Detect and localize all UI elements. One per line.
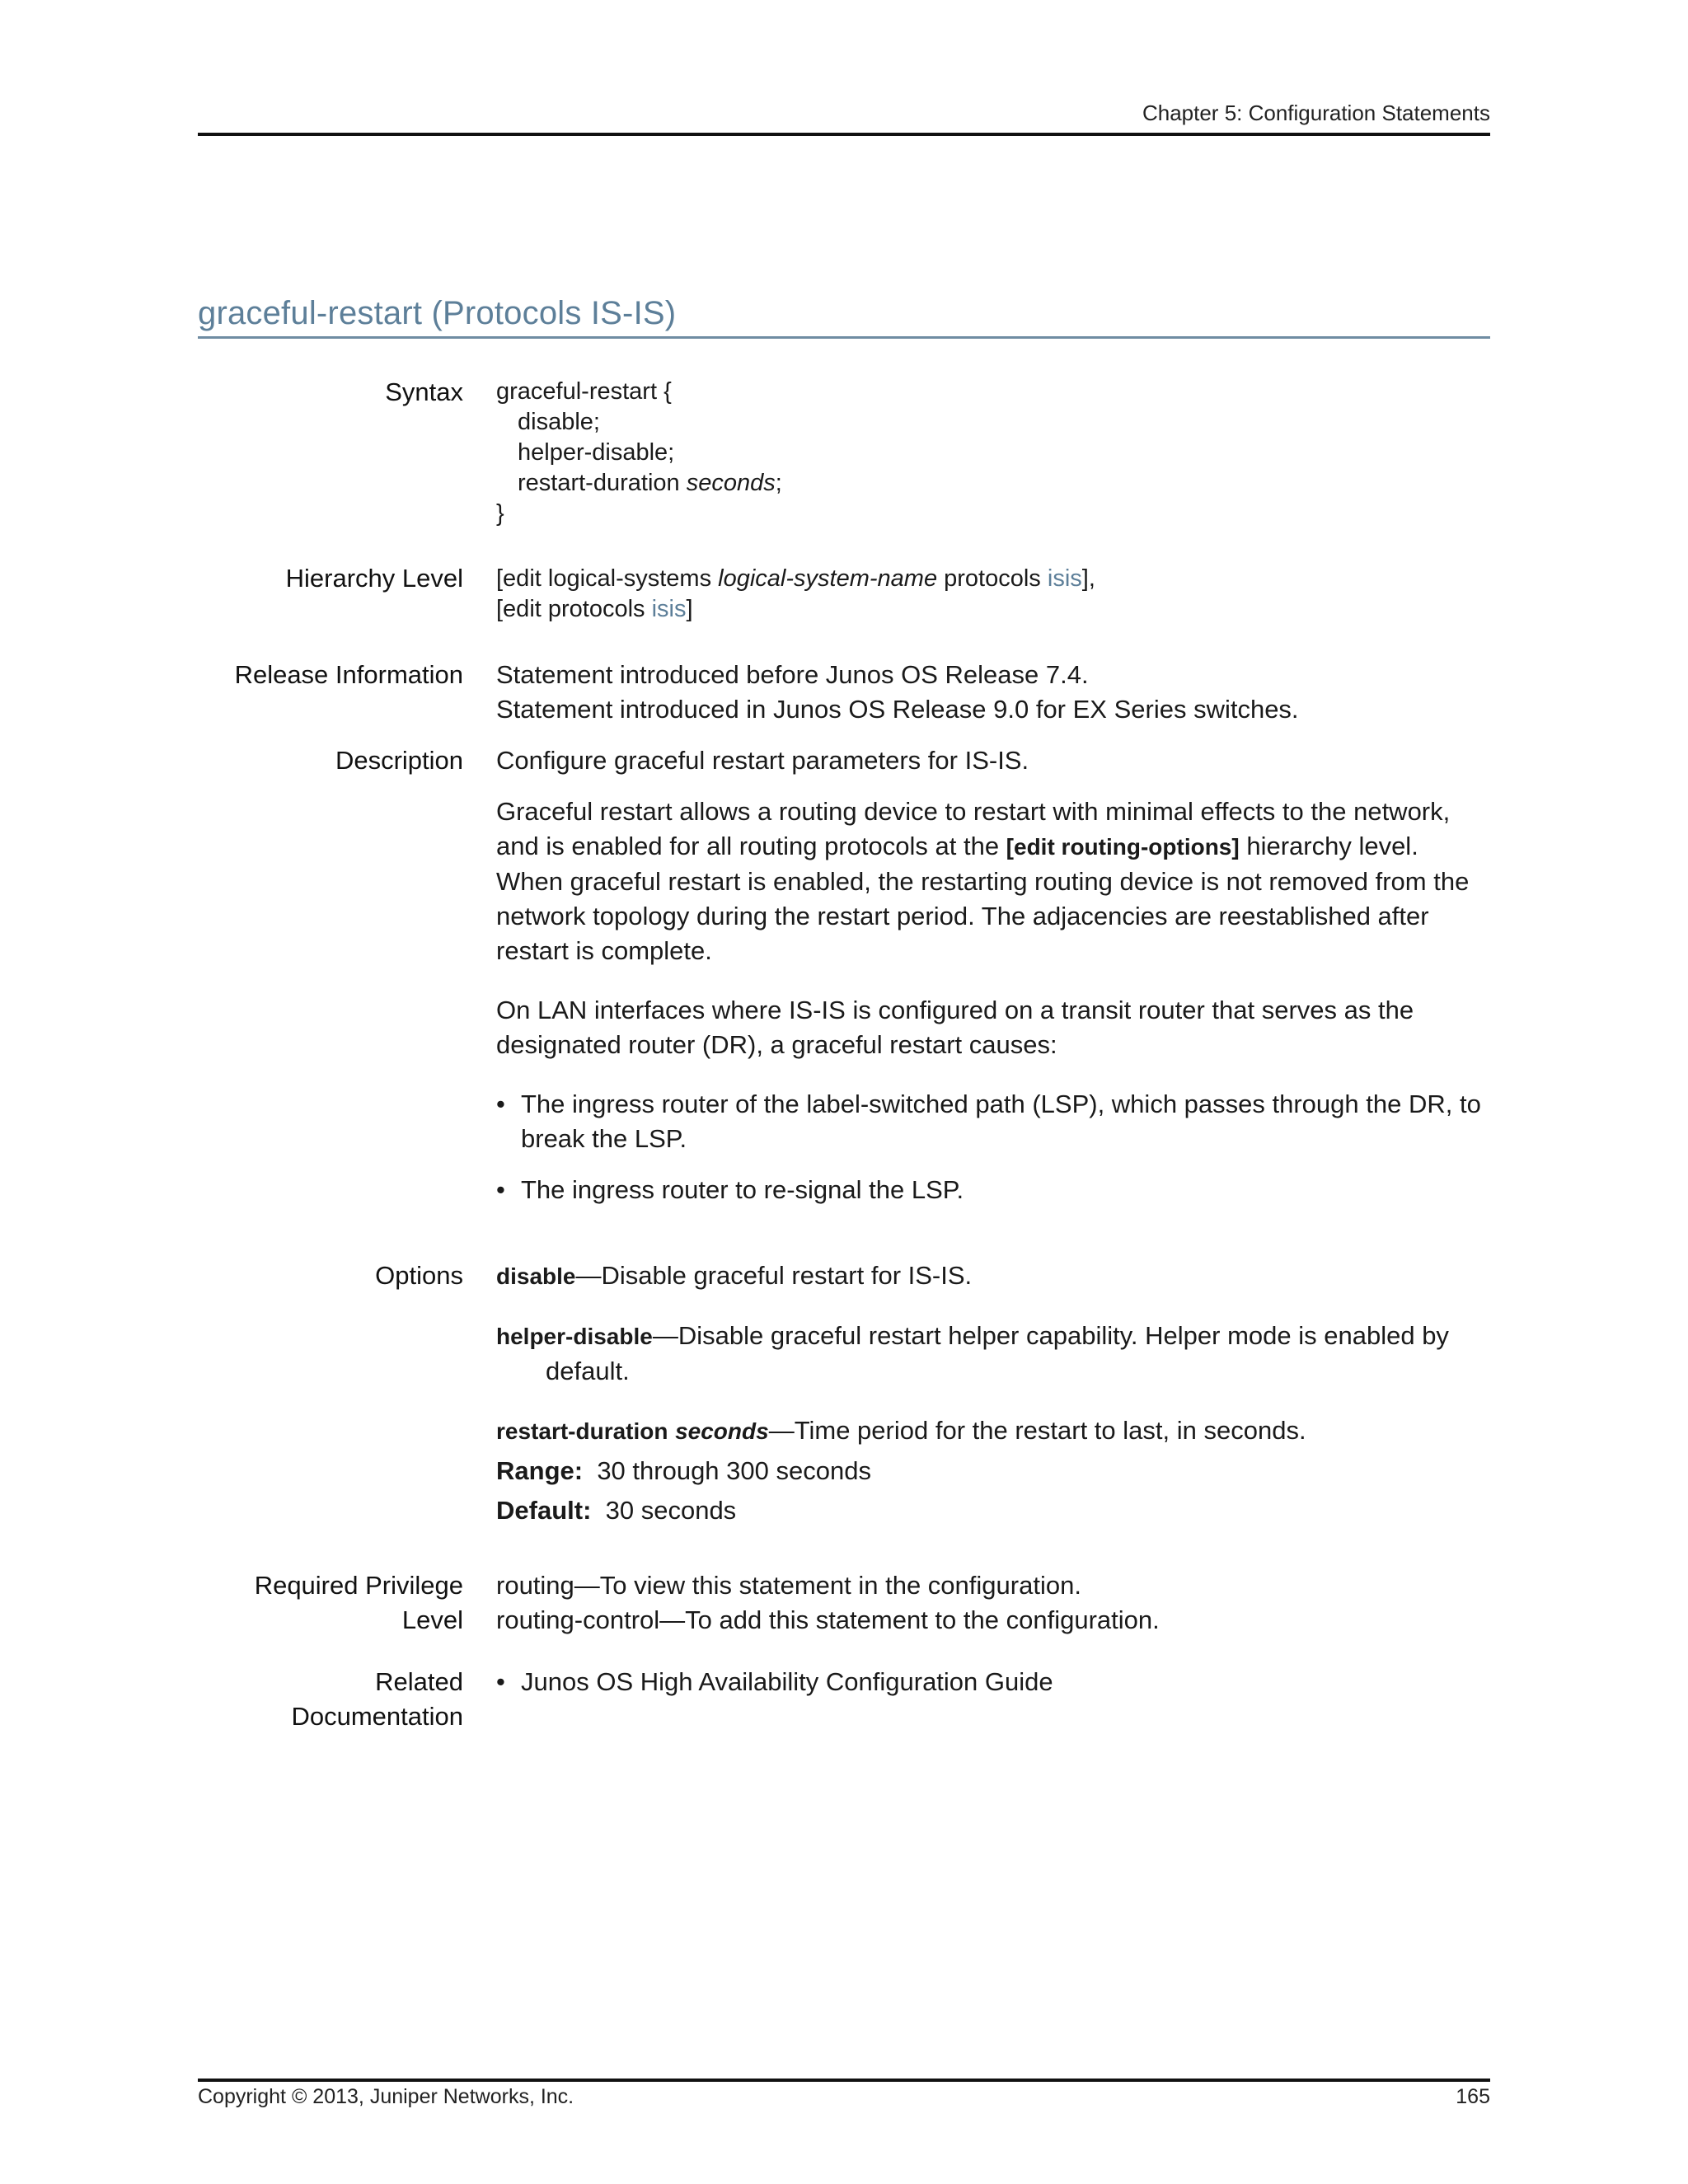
list-item-text: The ingress router of the label-switched path (LSP), which passes through the DR, to break the LSP. [521,1090,1481,1153]
title-rule [198,336,1490,339]
syntax-block [496,377,1490,529]
syntax-line: graceful-restart { [496,378,672,405]
option-variable: seconds [675,1418,769,1444]
release-line: Statement introduced in Junos OS Release 9.0 for EX Series switches. [496,695,1299,724]
related-label-line: Related [375,1667,463,1696]
bullet-icon: • [496,1667,505,1696]
related-label [198,1665,463,1734]
list-item-text: The ingress router to re-signal the LSP. [521,1175,964,1204]
related-link-item[interactable] [496,1665,1490,1699]
hierarchy-label: Hierarchy Level [285,564,463,593]
page-number: 165 [1456,2085,1490,2108]
bullet-icon: • [496,1175,505,1204]
footer-copyright: Copyright © 2013, Juniper Networks, Inc. [198,2085,574,2108]
page-title: graceful-restart (Protocols IS-IS) [198,295,677,331]
hierarchy-block [496,564,1490,625]
syntax-line: helper-disable; [518,439,675,466]
privilege-label-line: Level [401,1605,463,1634]
chapter-header: Chapter 5: Configuration Statements [1142,101,1490,125]
description-paragraph: On LAN interfaces where IS-IS is configured on a transit router that serves as the designated router (DR), a graceful restart causes: [496,996,1414,1059]
related-link-text[interactable]: Junos OS High Availability Configuration Guide [521,1667,1053,1696]
header-rule [198,133,1490,136]
description-paragraph [496,794,1490,968]
default-value: 30 seconds [605,1496,737,1525]
range-value: 30 through 300 seconds [597,1456,871,1485]
options-block [496,1258,1490,1528]
description-label: Description [335,746,463,775]
hierarchy-text: [edit protocols [496,596,652,622]
hierarchy-text: ], [1081,565,1095,592]
syntax-variable: seconds [686,470,776,496]
option-description: —Disable graceful restart helper capability. Helper mode is enabled by default. [546,1321,1449,1385]
description-block [496,743,1490,1207]
related-block [496,1665,1490,1699]
options-label: Options [375,1261,463,1290]
syntax-label: Syntax [385,377,463,406]
option-keyword: restart-duration [496,1418,668,1444]
hierarchy-line [496,594,1490,625]
syntax-line [496,468,1490,499]
footer-rule [198,2079,1490,2082]
list-item [496,1087,1490,1156]
syntax-semicolon: ; [775,470,782,496]
release-label: Release Information [234,660,463,689]
option-restart-duration [496,1413,1490,1449]
option-description: —Disable graceful restart for IS-IS. [575,1261,973,1290]
range-label: Range: [496,1456,584,1485]
default-label: Default: [496,1496,592,1525]
hierarchy-line [496,564,1490,594]
description-text: Graceful restart allows a routing device to restart with minimal effects to the network, and is enabled for all routing protocols at the [496,797,1451,860]
related-label-line: Documentation [291,1702,463,1731]
privilege-label-line: Required Privilege [254,1571,463,1600]
list-item [496,1173,1490,1207]
option-range [496,1454,1490,1488]
release-block [496,658,1490,727]
privilege-label [198,1568,463,1638]
option-disable [496,1258,1490,1294]
syntax-line: disable; [518,409,600,435]
syntax-line: } [496,500,504,527]
isis-link[interactable]: isis [1047,565,1082,592]
hierarchy-keyword: [edit routing-options] [1006,834,1240,860]
bullet-icon: • [496,1090,505,1118]
option-keyword: helper-disable [496,1324,653,1349]
syntax-keyword: restart-duration [518,470,680,496]
hierarchy-variable: logical-system-name [718,565,938,592]
privilege-block [496,1568,1490,1638]
privilege-line: routing-control—To add this statement to the configuration. [496,1605,1160,1634]
option-helper-disable [496,1319,1490,1389]
option-default [496,1493,1490,1528]
hierarchy-text: ] [686,596,693,622]
hierarchy-text: protocols [937,565,1048,592]
privilege-line: routing—To view this statement in the configuration. [496,1571,1081,1600]
release-line: Statement introduced before Junos OS Release 7.4. [496,660,1089,689]
isis-link[interactable]: isis [651,596,687,622]
option-description: —Time period for the restart to last, in seconds. [768,1416,1306,1445]
hierarchy-text: [edit logical-systems [496,565,719,592]
description-text: hierarchy level. When graceful restart is enabled, the restarting routing device is not removed from the network topology during the restart period. The adjacencies are reestablished after restart is complete. [496,832,1470,965]
option-keyword: disable [496,1263,576,1289]
description-paragraph: Configure graceful restart parameters for IS-IS. [496,746,1029,775]
